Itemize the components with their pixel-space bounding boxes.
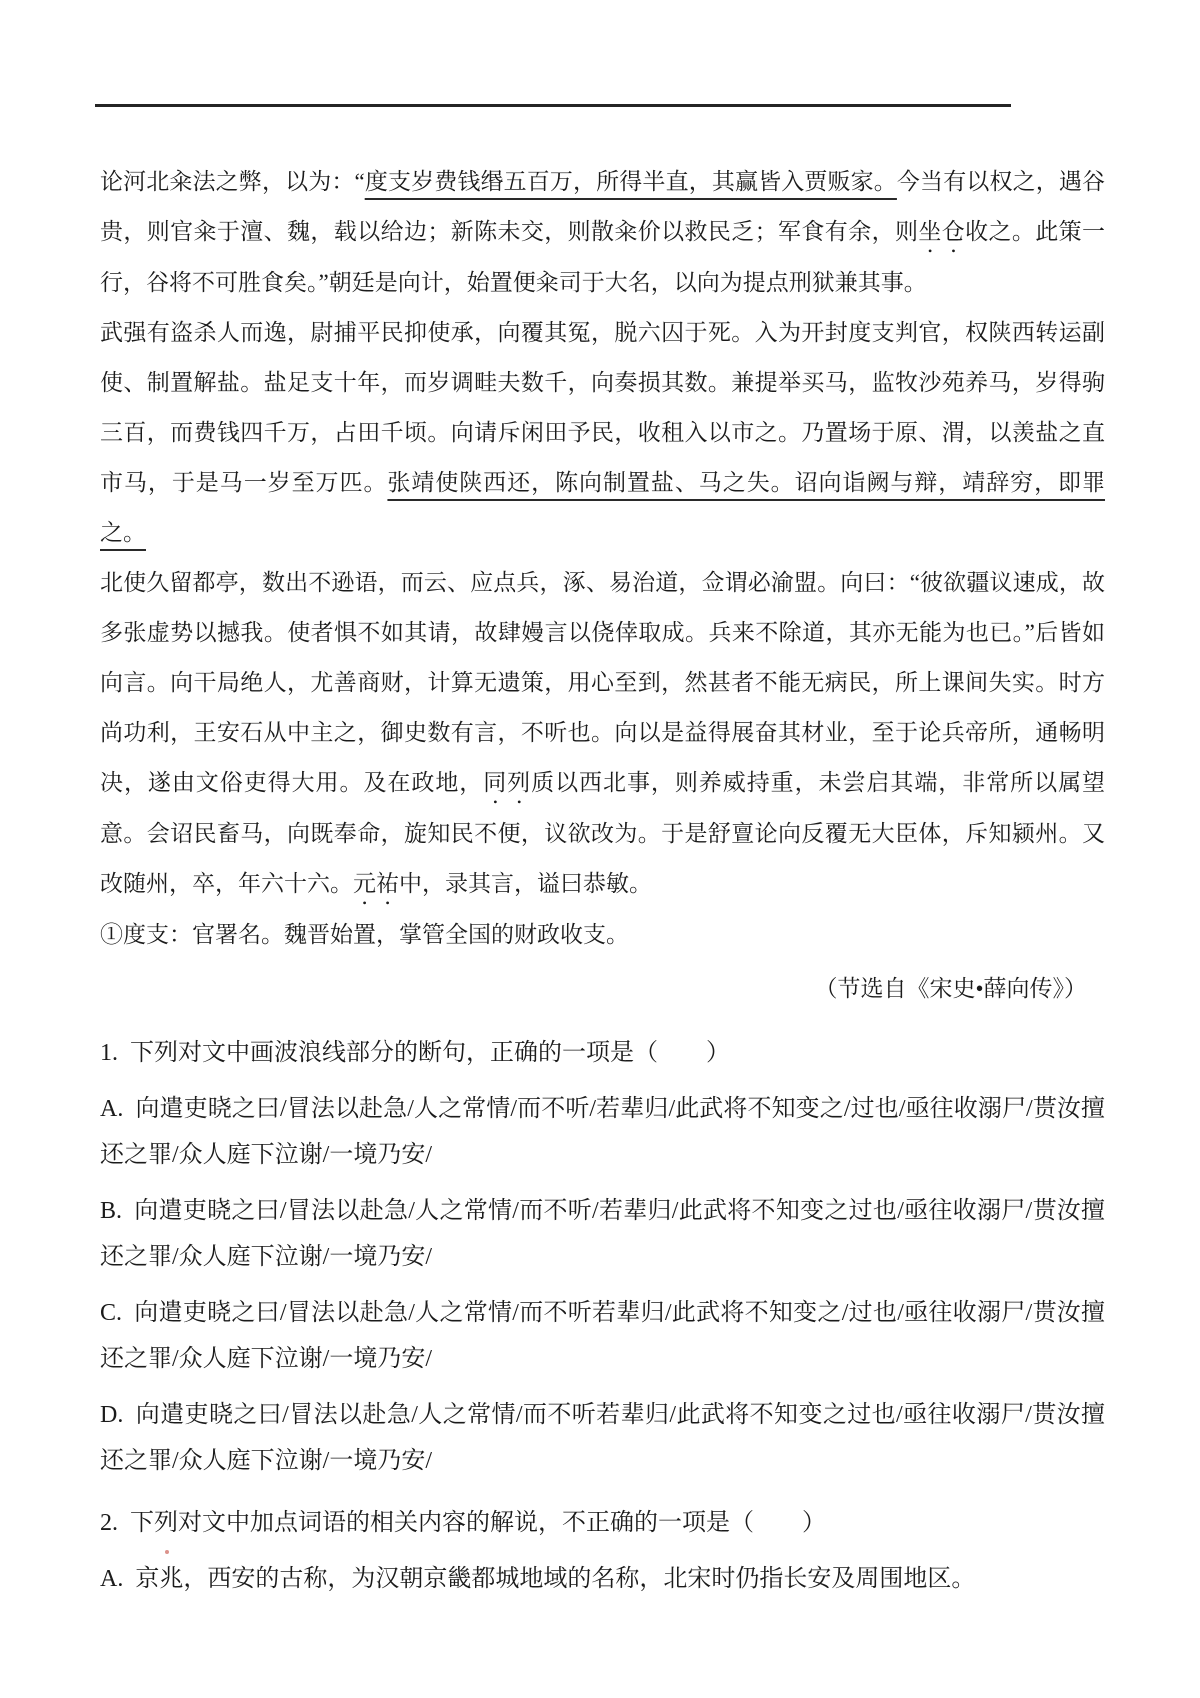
question-1-option-a [100, 1086, 1105, 1178]
option-text: 向遣吏晓之曰/冒法以赴急/人之常情/而不听/若辈归/此武将不知变之过也/亟往收溺尸/贳汝擅还之罪/众人庭下泣谢/一境乃安/ [100, 1198, 1105, 1270]
option-label: C. [100, 1300, 123, 1326]
question-number: 1. [100, 1040, 118, 1066]
underlined-passage-text: 度支岁费钱缗五百万，所得半直，其赢皆入贾贩家。 [364, 169, 897, 194]
question-2-option-a [100, 1556, 1105, 1602]
passage-text: 论河北籴法之弊，以为：“ [100, 169, 365, 194]
option-text: 向遣吏晓之曰/冒法以赴急/人之常情/而不听若辈归/此武将不知变之过也/亟往收溺尸/贳汝擅还之罪/众人庭下泣谢/一境乃安/ [100, 1402, 1105, 1474]
passage-paragraph-2 [100, 308, 1105, 558]
classical-passage [100, 157, 1105, 960]
dot-emphasized-word: 元祐 [353, 871, 399, 896]
passage-paragraph-3 [100, 558, 1105, 910]
question-stem-text: 下列对文中画波浪线部分的断句，正确的一项是（ ） [130, 1040, 730, 1066]
underlined-passage-text: 张靖使陕西还，陈向制置盐、马之失。诏向诣阙与辩，靖辞穷，即罪之。 [100, 470, 1106, 545]
question-1-stem [100, 1030, 1105, 1076]
passage-text: 武强有盗杀人而逸，尉捕平民抑使承，向覆其冤，脱六囚于死。入为开封度支判官，权陕西转运副使、制置解盐。盐足支十年，而岁调畦夫数千，向奏损其数。兼提举买马，监牧沙苑养马，岁得驹三百，而费钱四千万，占田千顷。向请斥闲田予民，收租入以市之。乃置场于原、渭，以羡盐之直市马，于是马一岁至万匹。 [100, 320, 1105, 495]
passage-text: 质以西北事，则养威持重，未尝启其端，非常所以属望意。会诏民畜马，向既奉命，旋知民不便，议欲改为。于是舒亶论向反覆无大臣体，斥知颍州。又改随州，卒，年六十六。 [100, 770, 1106, 896]
question-1-option-c [100, 1290, 1105, 1382]
passage-text: 收之。此策一行，谷将不可胜食矣。”朝廷是向计，始置便籴司于大名，以向为提点刑狱兼其事。 [100, 219, 1106, 295]
option-text: 向遣吏晓之曰/冒法以赴急/人之常情/而不听/若辈归/此武将不知变之/过也/亟往收溺尸/贳汝擅还之罪/众人庭下泣谢/一境乃安/ [100, 1096, 1105, 1168]
passage-text: 今当有以权之，遇谷贵，则官籴于澶、魏，载以给边；新陈未交，则散籴价以救民乏；军食有余，则 [100, 169, 1105, 244]
passage-text: 中，录其言，谥曰恭敏。 [399, 871, 652, 896]
passage-text: 北使久留都亭，数出不逊语，而云、应点兵，涿、易治道，佥谓必渝盟。向曰：“彼欲疆议速成，故多张虚势以撼我。使者惧不如其请，故肆嫚言以侥倖取成。兵来不除道，其亦无能为也已。”后皆如向言。向干局绝人，尤善商财，计算无遗策，用心至到，然甚者不能无病民，所上课间失实。时方尚功利，王安石从中主之，御史数有言，不听也。向以是益得展奋其材业，至于论兵帝所，通畅明决，遂由文俗吏得大用。及在政地， [100, 570, 1105, 795]
question-2-stem [100, 1500, 1105, 1546]
question-stem-text: 下列对文中加点词语的相关内容的解说，不正确的一项是（ ） [130, 1510, 826, 1536]
dot-emphasized-word: 坐仓 [918, 219, 966, 244]
dot-emphasized-word: 同列 [483, 770, 532, 795]
passage-text: ①度支：官署名。魏晋始置，掌管全国的财政收支。 [100, 922, 629, 947]
option-text: 京兆，西安的古称，为汉朝京畿都城地域的名称，北宋时仍指长安及周围地区。 [135, 1566, 976, 1592]
option-label: B. [100, 1198, 123, 1224]
option-label: A. [100, 1096, 124, 1122]
scan-artifact-speck [165, 1550, 169, 1554]
horizontal-rule [95, 104, 1011, 107]
option-label: A. [100, 1566, 124, 1592]
option-text: 向遣吏晓之曰/冒法以赴急/人之常情/而不听若辈归/此武将不知变之/过也/亟往收溺尸/贳汝擅还之罪/众人庭下泣谢/一境乃安/ [100, 1300, 1105, 1372]
passage-paragraph-4 [100, 910, 1105, 960]
passage-paragraph-1 [100, 157, 1105, 308]
question-number: 2. [100, 1510, 118, 1536]
questions-section [100, 1030, 1105, 1602]
option-label: D. [100, 1402, 124, 1428]
source-citation: （节选自《宋史•薛向传》） [814, 976, 1087, 1001]
question-1-option-b [100, 1188, 1105, 1280]
question-1-option-d [100, 1392, 1105, 1484]
